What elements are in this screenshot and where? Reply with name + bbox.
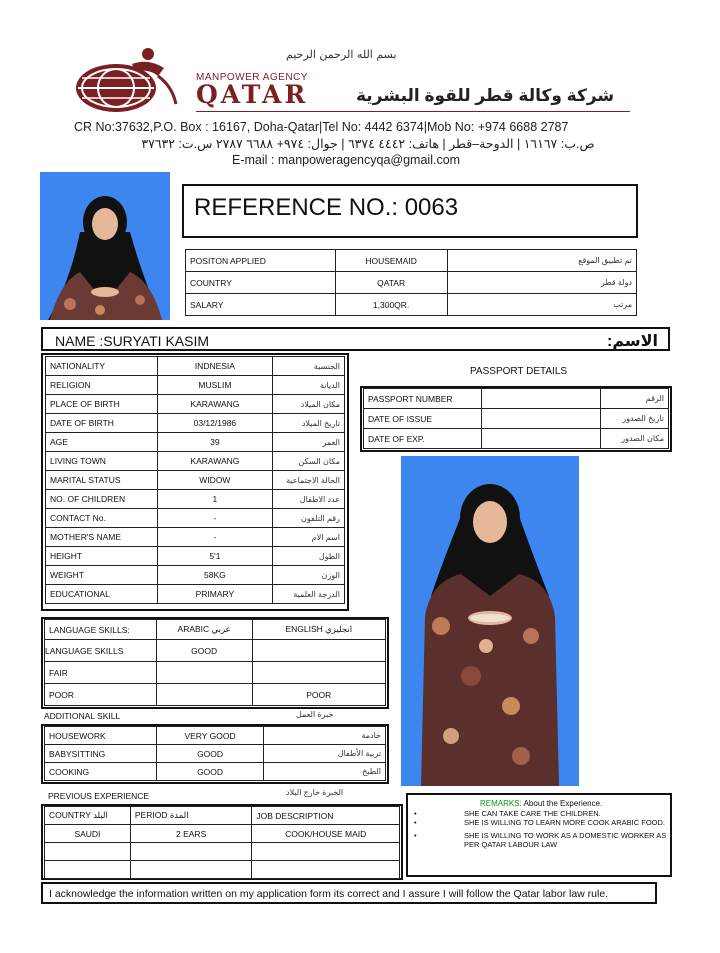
cooking-value: GOOD xyxy=(156,763,264,781)
housework-value: VERY GOOD xyxy=(156,727,264,745)
salary-value: 1,300QR. xyxy=(335,294,447,316)
table-row xyxy=(45,861,400,879)
contact-arabic: رقم التلفون xyxy=(273,509,345,528)
list-item: • SHE CAN TAKE CARE THE CHILDREN. xyxy=(414,809,601,818)
marital-status-arabic: الحالة الاجتماعية xyxy=(273,471,345,490)
contact-arabic: ص.ب: ١٦١٦٧ | الدوحة–قطر | هاتف: ٤٤٤٢ ٦٣٧٤ | جوال: ٩٧٤+ ٦٦٨٨ ٢٧٨٧ س.ت: ٣٧٦٣٢ xyxy=(141,137,595,151)
table-row xyxy=(45,745,386,763)
mother-name-arabic: اسم الام xyxy=(273,528,345,547)
education-label: EDUCATIONAL xyxy=(46,585,158,604)
exp-period-empty xyxy=(130,843,252,861)
header-rule xyxy=(196,111,630,112)
exp-job-empty-2 xyxy=(252,861,400,879)
language-header-label: LANGUAGE SKILLS: xyxy=(45,620,157,640)
previous-experience-title: PREVIOUS EXPERIENCE xyxy=(48,791,150,801)
exp-period-value: 2 EARS xyxy=(130,825,252,843)
babysitting-label: BABYSITTING xyxy=(45,745,157,763)
arabic-good: GOOD xyxy=(156,640,252,662)
marital-status-value: WIDOW xyxy=(157,471,272,490)
salary-arabic: مرتب xyxy=(447,294,637,316)
remarks-list xyxy=(414,809,668,849)
table-row xyxy=(45,763,386,781)
table-row xyxy=(364,409,669,429)
previous-experience-title-arabic: الخبرة خارج البلاد xyxy=(286,788,344,797)
table-row xyxy=(45,727,386,745)
weight-arabic: الوزن xyxy=(273,566,345,585)
salary-label: SALARY xyxy=(186,294,336,316)
name-arabic: الاسم: xyxy=(606,333,658,350)
passport-number-label: PASSPORT NUMBER xyxy=(364,389,482,409)
height-label: HEIGHT xyxy=(46,547,158,566)
religion-label: RELIGION xyxy=(46,376,158,395)
agency-name-big: QATAR xyxy=(196,80,309,109)
position-applied-label: POSITON APPLIED xyxy=(186,250,336,272)
english-header: ENGLISH انجليزي xyxy=(252,620,386,640)
table-row xyxy=(46,566,345,585)
position-applied-arabic: تم تطبيق الموقع xyxy=(447,250,637,272)
height-value: 5'1 xyxy=(157,547,272,566)
fair-label: FAIR xyxy=(45,662,157,684)
contact-value: - xyxy=(157,509,272,528)
weight-label: WEIGHT xyxy=(46,566,158,585)
globe-logo-icon xyxy=(72,46,184,118)
position-table xyxy=(185,249,637,316)
place-of-birth-label: PLACE OF BIRTH xyxy=(46,395,158,414)
children-arabic: عدد الاطفال xyxy=(273,490,345,509)
date-of-birth-label: DATE OF BIRTH xyxy=(46,414,158,433)
table-row xyxy=(45,662,386,684)
table-row xyxy=(46,585,345,604)
table-row xyxy=(46,528,345,547)
exp-country-value: SAUDI xyxy=(45,825,131,843)
applicant-photo-large xyxy=(401,456,579,786)
exp-job-empty xyxy=(252,843,400,861)
additional-skill-title: ADDITIONAL SKILL xyxy=(44,711,121,721)
country-header: COUNTRY البلد xyxy=(45,807,131,825)
country-label: COUNTRY xyxy=(186,272,336,294)
english-poor: POOR xyxy=(252,684,386,706)
acknowledgement-box xyxy=(41,882,657,904)
living-town-arabic: مكان السكن xyxy=(273,452,345,471)
mother-name-value: - xyxy=(157,528,272,547)
table-row xyxy=(46,452,345,471)
cooking-label: COOKING xyxy=(45,763,157,781)
position-applied-value: HOUSEMAID xyxy=(335,250,447,272)
religion-arabic: الديانة xyxy=(273,376,345,395)
acknowledgement-text: I acknowledge the information written on my application form its correct and I assure I will follow the Qatar labor law rule. xyxy=(49,888,609,900)
agency-logo xyxy=(72,46,184,118)
mother-name-label: MOTHER'S NAME xyxy=(46,528,158,547)
religion-value: MUSLIM xyxy=(157,376,272,395)
passport-number-arabic: الرقم xyxy=(601,389,669,409)
date-of-issue-value xyxy=(481,409,600,429)
table-row xyxy=(364,389,669,409)
table-row xyxy=(186,294,637,316)
date-of-exp-arabic: مكان الصدور xyxy=(601,429,669,449)
housework-arabic: خادمة xyxy=(264,727,386,745)
table-row xyxy=(46,414,345,433)
table-row xyxy=(45,825,400,843)
personal-details-table xyxy=(45,356,345,604)
children-label: NO. OF CHILDREN xyxy=(46,490,158,509)
table-row xyxy=(46,547,345,566)
remarks-box xyxy=(406,793,672,877)
contact-label: CONTACT No. xyxy=(46,509,158,528)
date-of-birth-value: 03/12/1986 xyxy=(157,414,272,433)
table-row xyxy=(46,357,345,376)
language-skills-row-label: LANGUAGE SKILLS xyxy=(45,640,157,662)
table-row xyxy=(45,684,386,706)
children-value: 1 xyxy=(157,490,272,509)
date-of-exp-label: DATE OF EXP. xyxy=(364,429,482,449)
height-arabic: الطول xyxy=(273,547,345,566)
name-bar xyxy=(41,327,670,351)
housework-label: HOUSEWORK xyxy=(45,727,157,745)
passport-number-value xyxy=(481,389,600,409)
living-town-label: LIVING TOWN xyxy=(46,452,158,471)
education-arabic: الدرجة العلمية xyxy=(273,585,345,604)
date-of-issue-arabic: تاريخ الصدور xyxy=(601,409,669,429)
passport-details-title: PASSPORT DETAILS xyxy=(470,366,568,377)
nationality-arabic: الجنسية xyxy=(273,357,345,376)
table-row xyxy=(45,807,400,825)
remarks-label: REMARKS: xyxy=(480,799,522,808)
age-value: 39 xyxy=(157,433,272,452)
english-fair xyxy=(252,662,386,684)
education-value: PRIMARY xyxy=(157,585,272,604)
contact-email: E-mail : manpoweragencyqa@gmail.com xyxy=(232,153,461,167)
reference-number: REFERENCE NO.: 0063 xyxy=(194,194,459,221)
applicant-photo-small xyxy=(40,172,170,320)
remarks-label-rest: About the Experience. xyxy=(523,799,603,808)
job-description-header: JOB DESCRIPTION xyxy=(252,807,400,825)
experience-table xyxy=(44,806,400,879)
date-of-issue-label: DATE OF ISSUE xyxy=(364,409,482,429)
exp-country-empty-2 xyxy=(45,861,131,879)
arabic-fair xyxy=(156,662,252,684)
cooking-arabic: الطبخ xyxy=(264,763,386,781)
poor-label: POOR xyxy=(45,684,157,706)
babysitting-value: GOOD xyxy=(156,745,264,763)
place-of-birth-arabic: مكان الميلاد xyxy=(273,395,345,414)
living-town-value: KARAWANG xyxy=(157,452,272,471)
remarks-heading xyxy=(480,799,602,808)
language-table xyxy=(44,619,386,706)
country-arabic: دولة قطر xyxy=(447,272,637,294)
table-row xyxy=(186,250,637,272)
nationality-value: INDNESIA xyxy=(157,357,272,376)
list-item: • SHE IS WILLING TO LEARN MORE COOK ARABIC FOOD. xyxy=(414,818,666,827)
exp-period-empty-2 xyxy=(130,861,252,879)
date-of-exp-value xyxy=(481,429,600,449)
bismillah: بسم الله الرحمن الرحيم xyxy=(286,48,397,61)
person-portrait-icon xyxy=(40,172,170,320)
list-item: • SHE IS WILLING TO WORK AS A DOMESTIC WORKER AS PER QATAR LABOUR LAW xyxy=(414,831,667,849)
table-row xyxy=(46,376,345,395)
table-row xyxy=(46,395,345,414)
english-good xyxy=(252,640,386,662)
exp-country-empty xyxy=(45,843,131,861)
agency-name-small: MANPOWER AGENCY xyxy=(196,72,308,83)
table-row xyxy=(45,843,400,861)
table-row xyxy=(46,490,345,509)
place-of-birth-value: KARAWANG xyxy=(157,395,272,414)
country-value: QATAR xyxy=(335,272,447,294)
age-label: AGE xyxy=(46,433,158,452)
table-row xyxy=(45,640,386,662)
weight-value: 58KG xyxy=(157,566,272,585)
reference-box xyxy=(182,184,638,238)
applicant-name: NAME :SURYATI KASIM xyxy=(55,333,210,349)
person-fullbody-icon xyxy=(401,456,579,786)
marital-status-label: MARITAL STATUS xyxy=(46,471,158,490)
passport-table xyxy=(363,388,669,449)
table-row xyxy=(45,620,386,640)
agency-name-arabic: شركة وكالة قطر للقوة البشرية xyxy=(356,86,615,105)
contact-english: CR No:37632,P.O. Box : 16167, Doha-Qatar|Tel No: 4442 6374|Mob No: +974 6688 2787 xyxy=(74,120,569,134)
skills-table xyxy=(44,726,386,781)
babysitting-arabic: تربية الأطفال xyxy=(264,745,386,763)
nationality-label: NATIONALITY xyxy=(46,357,158,376)
table-row xyxy=(186,272,637,294)
table-row xyxy=(46,471,345,490)
period-header: PERIOD المدة xyxy=(130,807,252,825)
age-arabic: العمر xyxy=(273,433,345,452)
table-row xyxy=(46,433,345,452)
table-row xyxy=(364,429,669,449)
arabic-header: ARABIC عربي xyxy=(156,620,252,640)
date-of-birth-arabic: تاريخ الميلاد xyxy=(273,414,345,433)
exp-job-value: COOK/HOUSE MAID xyxy=(252,825,400,843)
table-row xyxy=(46,509,345,528)
arabic-poor xyxy=(156,684,252,706)
additional-skill-title-arabic: خبرة العمل xyxy=(296,710,334,719)
